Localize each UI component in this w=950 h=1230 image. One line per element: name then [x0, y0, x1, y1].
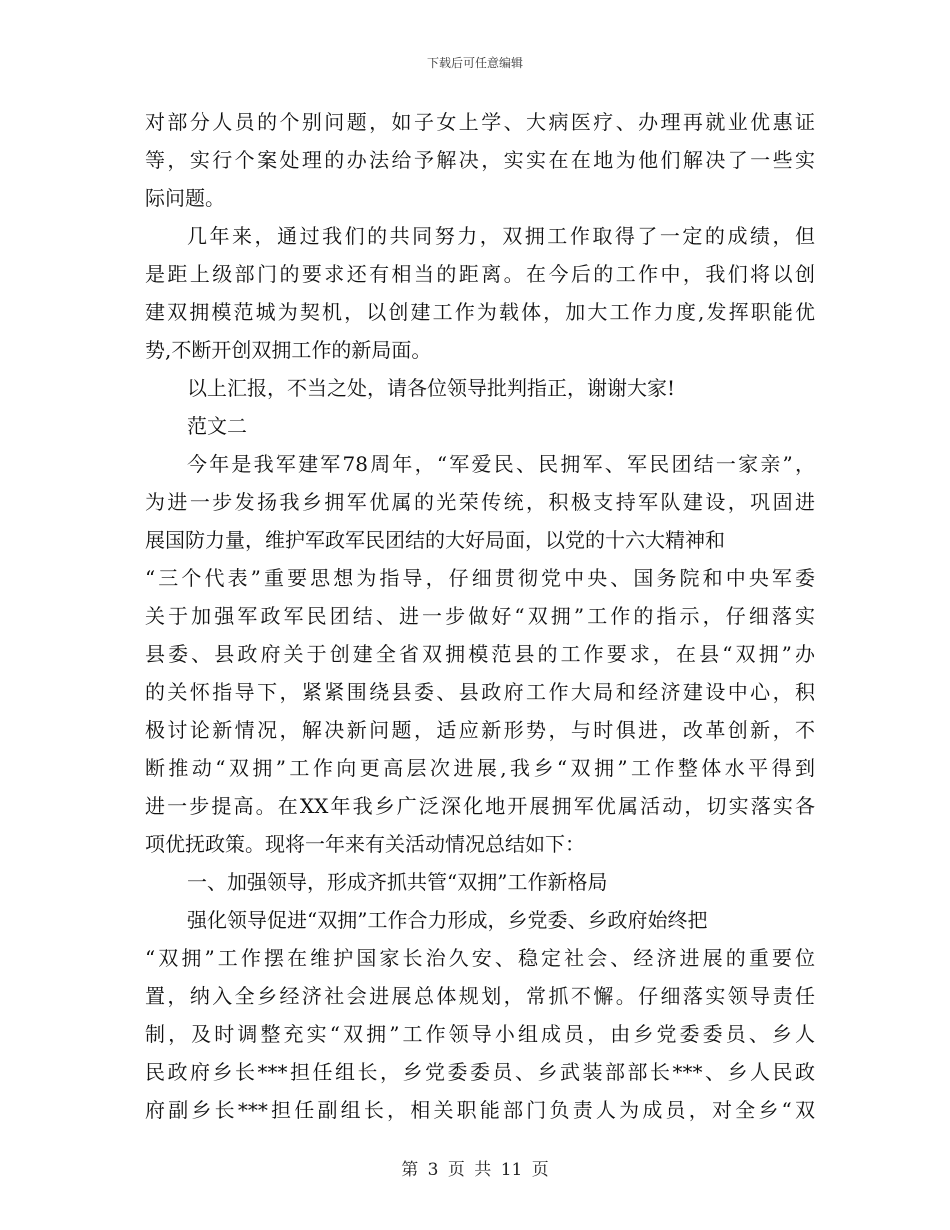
text-line: 几年来，通过我们的共同努力，双拥工作取得了一定的成绩，但	[187, 224, 815, 248]
text-line: 势,不断开创双拥工作的新局面。	[145, 338, 432, 362]
text-line: “双拥”工作摆在维护国家长治久安、稳定社会、经济进展的重要位	[145, 946, 815, 970]
text-line: 今年是我军建军78周年，“军爱民、民拥军、军民团结一家亲”，	[187, 452, 815, 476]
text-line: 县委、县政府关于创建全省双拥模范县的工作要求，在县“双拥”办	[145, 642, 815, 666]
text-line: 强化领导促进“双拥”工作合力形成，乡党委、乡政府始终把	[187, 908, 708, 932]
text-line: “三个代表”重要思想为指导，仔细贯彻党中央、国务院和中央军委	[145, 566, 815, 590]
text-line: 进一步提高。在XX年我乡广泛深化地开展拥军优属活动，切实落实各	[145, 794, 815, 818]
text-line: 极讨论新情况，解决新问题，适应新形势，与时俱进，改革创新，不	[145, 718, 815, 742]
text-line: 展国防力量，维护军政军民团结的大好局面，以党的十六大精神和	[145, 528, 725, 552]
text-line: 制，及时调整充实“双拥”工作领导小组成员，由乡党委委员、乡人	[145, 1022, 815, 1046]
text-line: 为进一步发扬我乡拥军优属的光荣传统，积极支持军队建设，巩固进	[145, 490, 815, 514]
subsection-heading: 一、加强领导，形成齐抓共管“双拥”工作新格局	[187, 870, 608, 894]
document-body	[145, 103, 815, 1129]
text-line: 以上汇报，不当之处，请各位领导批判指正，谢谢大家!	[187, 376, 676, 400]
text-line: 置，纳入全乡经济社会进展总体规划，常抓不懈。仔细落实领导责任	[145, 984, 815, 1008]
section-heading: 范文二	[187, 414, 247, 438]
text-line: 断推动“双拥”工作向更高层次进展,我乡“双拥”工作整体水平得到	[145, 756, 815, 780]
text-line: 民政府乡长***担任组长，乡党委委员、乡武装部部长***、乡人民政	[145, 1060, 815, 1084]
text-line: 对部分人员的个别问题，如子女上学、大病医疗、办理再就业优惠证	[145, 110, 815, 134]
page-number-footer: 第 3 页 共 11 页	[401, 1160, 549, 1180]
text-line: 际问题。	[145, 186, 225, 210]
text-line: 府副乡长***担任副组长，相关职能部门负责人为成员，对全乡“双	[145, 1098, 815, 1122]
text-line: 是距上级部门的要求还有相当的距离。在今后的工作中，我们将以创	[145, 262, 815, 286]
page-header-note: 下载后可任意编辑	[426, 56, 523, 70]
text-line: 的关怀指导下，紧紧围绕县委、县政府工作大局和经济建设中心，积	[145, 680, 815, 704]
text-line: 项优抚政策。现将一年来有关活动情况总结如下：	[145, 832, 585, 856]
text-line: 关于加强军政军民团结、进一步做好“双拥”工作的指示，仔细落实	[145, 604, 815, 628]
text-line: 等，实行个案处理的办法给予解决，实实在在地为他们解决了一些实	[145, 148, 815, 172]
text-line: 建双拥模范城为契机，以创建工作为载体，加大工作力度,发挥职能优	[145, 300, 815, 324]
